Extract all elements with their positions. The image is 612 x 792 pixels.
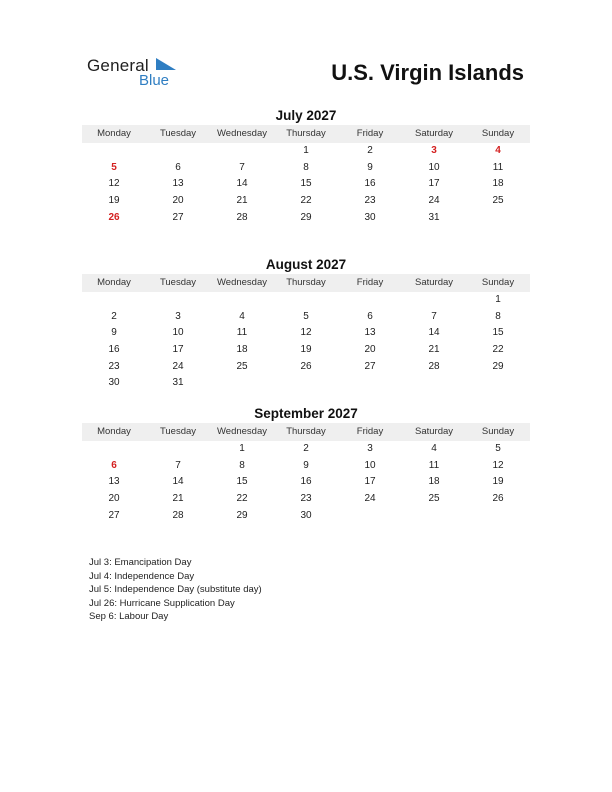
day-cell: 14 xyxy=(236,178,248,190)
logo-general-text: General xyxy=(87,56,149,75)
day-cell xyxy=(338,508,402,525)
day-cell: 6 xyxy=(175,161,181,173)
day-cell xyxy=(82,143,146,160)
day-cell xyxy=(82,292,146,309)
day-cell: 22 xyxy=(236,493,248,505)
month-title: July 2027 xyxy=(275,108,337,123)
holiday-list-item: Sep 6: Labour Day xyxy=(89,611,169,622)
day-cell: 15 xyxy=(492,327,504,339)
day-cell xyxy=(210,292,274,309)
week-row xyxy=(82,210,530,227)
day-cell xyxy=(146,143,210,160)
day-cell: 19 xyxy=(492,476,504,488)
day-cell: 24 xyxy=(172,360,184,372)
week-row xyxy=(82,309,530,326)
day-cell xyxy=(338,292,402,309)
weekday-header: Thursday xyxy=(286,426,326,437)
day-cell: 26 xyxy=(492,493,504,505)
month-title: August 2027 xyxy=(265,257,347,272)
day-cell xyxy=(146,292,210,309)
day-cell: 25 xyxy=(428,493,440,505)
day-cell xyxy=(82,441,146,458)
day-cell: 20 xyxy=(172,195,184,207)
day-cell: 30 xyxy=(364,211,376,223)
weekday-header: Sunday xyxy=(481,277,515,288)
week-row xyxy=(82,375,530,392)
day-cell: 1 xyxy=(239,443,245,454)
month-title: September 2027 xyxy=(254,406,358,421)
day-cell: 2 xyxy=(367,145,373,156)
day-cell: 12 xyxy=(492,459,504,471)
day-cell: 7 xyxy=(239,161,245,173)
day-cell: 27 xyxy=(172,211,184,223)
day-cell xyxy=(274,292,338,309)
day-cell: 21 xyxy=(172,493,184,505)
day-cell: 31 xyxy=(172,377,184,389)
weekday-header: Friday xyxy=(356,277,384,288)
day-cell: 3 xyxy=(367,443,373,454)
day-cell: 2 xyxy=(111,310,117,322)
day-cell: 23 xyxy=(364,195,376,207)
day-cell: 23 xyxy=(108,360,120,372)
day-cell: 21 xyxy=(236,195,248,207)
day-cell: 14 xyxy=(428,327,440,339)
month-calendar-july xyxy=(82,107,530,226)
day-cell xyxy=(402,292,466,309)
day-cell: 17 xyxy=(364,476,376,488)
day-cell: 22 xyxy=(492,344,504,356)
weekday-header: Tuesday xyxy=(159,128,197,139)
day-cell: 30 xyxy=(108,377,120,389)
week-row xyxy=(82,160,530,177)
day-cell xyxy=(210,143,274,160)
logo-blue-text: Blue xyxy=(139,72,170,89)
day-cell: 29 xyxy=(492,360,504,372)
day-cell xyxy=(338,375,402,392)
day-cell: 29 xyxy=(236,509,248,521)
day-cell xyxy=(466,375,530,392)
day-cell: 18 xyxy=(428,476,440,488)
weekday-header: Friday xyxy=(356,128,384,139)
day-cell: 16 xyxy=(108,344,120,356)
day-cell: 8 xyxy=(239,459,245,471)
day-cell: 12 xyxy=(300,327,312,339)
day-cell: 27 xyxy=(108,509,120,521)
day-cell: 2 xyxy=(303,443,309,454)
week-row xyxy=(82,458,530,475)
day-cell: 13 xyxy=(108,476,120,488)
day-cell: 28 xyxy=(428,360,440,372)
day-cell: 15 xyxy=(300,178,312,190)
week-row xyxy=(82,474,530,491)
weekday-header-row xyxy=(82,274,530,292)
holiday-list xyxy=(89,556,262,624)
day-cell: 8 xyxy=(495,310,501,322)
weekday-header: Monday xyxy=(97,128,131,139)
week-row xyxy=(82,441,530,458)
weekday-header: Monday xyxy=(97,426,131,437)
week-row xyxy=(82,176,530,193)
weekday-header: Sunday xyxy=(481,128,515,139)
day-cell: 4 xyxy=(239,310,245,322)
day-cell xyxy=(402,508,466,525)
day-cell: 11 xyxy=(492,161,504,173)
day-cell: 10 xyxy=(172,327,184,339)
week-row xyxy=(82,325,530,342)
day-cell: 18 xyxy=(492,178,504,190)
weekday-header: Tuesday xyxy=(159,426,197,437)
day-cell: 25 xyxy=(492,195,504,207)
weekday-header: Sunday xyxy=(481,426,515,437)
day-cell xyxy=(274,375,338,392)
holiday-day-cell: 4 xyxy=(495,145,501,156)
holiday-list-item: Jul 26: Hurricane Supplication Day xyxy=(89,597,235,609)
weekday-header: Monday xyxy=(97,277,131,288)
weekday-header: Friday xyxy=(356,426,384,437)
weekday-header: Saturday xyxy=(414,277,454,288)
weekday-header: Thursday xyxy=(286,277,326,288)
weekday-header: Tuesday xyxy=(159,277,197,288)
day-cell: 15 xyxy=(236,476,248,488)
day-cell: 28 xyxy=(236,211,248,223)
holiday-day-cell: 5 xyxy=(111,161,117,173)
day-cell: 9 xyxy=(367,161,373,173)
page-title: U.S. Virgin Islands xyxy=(331,60,524,85)
day-cell: 5 xyxy=(303,310,309,322)
weekday-header: Wednesday xyxy=(217,128,267,139)
week-row xyxy=(82,143,530,160)
day-cell: 16 xyxy=(364,178,376,190)
day-cell: 21 xyxy=(428,344,440,356)
day-cell: 27 xyxy=(364,360,376,372)
day-cell: 9 xyxy=(303,459,309,471)
day-cell xyxy=(466,210,530,227)
day-cell: 11 xyxy=(428,459,440,471)
month-calendar-september xyxy=(82,405,530,524)
day-cell xyxy=(402,375,466,392)
day-cell xyxy=(466,508,530,525)
day-cell: 29 xyxy=(300,211,312,223)
weekday-header: Wednesday xyxy=(217,277,267,288)
day-cell: 9 xyxy=(111,327,117,339)
day-cell: 1 xyxy=(303,145,309,156)
day-cell: 1 xyxy=(495,294,501,305)
day-cell: 26 xyxy=(300,360,312,372)
weekday-header: Wednesday xyxy=(217,426,267,437)
holiday-list-item: Jul 4: Independence Day xyxy=(89,570,195,582)
week-row xyxy=(82,342,530,359)
weekday-header: Saturday xyxy=(414,128,454,139)
day-cell: 11 xyxy=(236,327,248,339)
day-cell: 18 xyxy=(236,344,248,356)
day-cell: 8 xyxy=(303,161,309,173)
generalblue-logo xyxy=(87,56,187,92)
day-cell: 10 xyxy=(364,459,376,471)
day-cell: 7 xyxy=(431,310,437,322)
week-row xyxy=(82,491,530,508)
day-cell: 13 xyxy=(364,327,376,339)
day-cell: 22 xyxy=(300,195,312,207)
day-cell: 20 xyxy=(364,344,376,356)
day-cell: 28 xyxy=(172,509,184,521)
day-cell: 19 xyxy=(108,195,120,207)
day-cell: 30 xyxy=(300,509,312,521)
day-cell: 10 xyxy=(428,161,440,173)
holiday-day-cell: 26 xyxy=(108,211,120,223)
week-row xyxy=(82,508,530,525)
day-cell: 14 xyxy=(172,476,184,488)
week-row xyxy=(82,359,530,376)
day-cell: 17 xyxy=(428,178,440,190)
day-cell: 17 xyxy=(172,344,184,356)
day-cell: 12 xyxy=(108,178,120,190)
day-cell: 19 xyxy=(300,344,312,356)
day-cell: 16 xyxy=(300,476,312,488)
holiday-day-cell: 6 xyxy=(111,459,117,471)
holiday-list-item: Jul 3: Emancipation Day xyxy=(89,557,192,568)
day-cell: 23 xyxy=(300,493,312,505)
month-calendar-august xyxy=(82,256,530,392)
day-cell xyxy=(146,441,210,458)
day-cell: 31 xyxy=(428,211,440,223)
day-cell: 6 xyxy=(367,310,373,322)
day-cell: 24 xyxy=(364,493,376,505)
weekday-header-row xyxy=(82,125,530,143)
day-cell xyxy=(210,375,274,392)
week-row xyxy=(82,193,530,210)
weekday-header: Thursday xyxy=(286,128,326,139)
logo-triangle-icon xyxy=(156,58,176,70)
day-cell: 24 xyxy=(428,195,440,207)
weekday-header: Saturday xyxy=(414,426,454,437)
day-cell: 4 xyxy=(431,443,437,454)
holiday-list-item: Jul 5: Independence Day (substitute day) xyxy=(89,584,262,595)
day-cell: 13 xyxy=(172,178,184,190)
day-cell: 5 xyxy=(495,443,501,454)
weekday-header-row xyxy=(82,423,530,441)
week-row xyxy=(82,292,530,309)
day-cell: 20 xyxy=(108,493,120,505)
day-cell: 25 xyxy=(236,360,248,372)
day-cell: 3 xyxy=(175,310,181,322)
holiday-day-cell: 3 xyxy=(431,145,437,156)
day-cell: 7 xyxy=(175,459,181,471)
